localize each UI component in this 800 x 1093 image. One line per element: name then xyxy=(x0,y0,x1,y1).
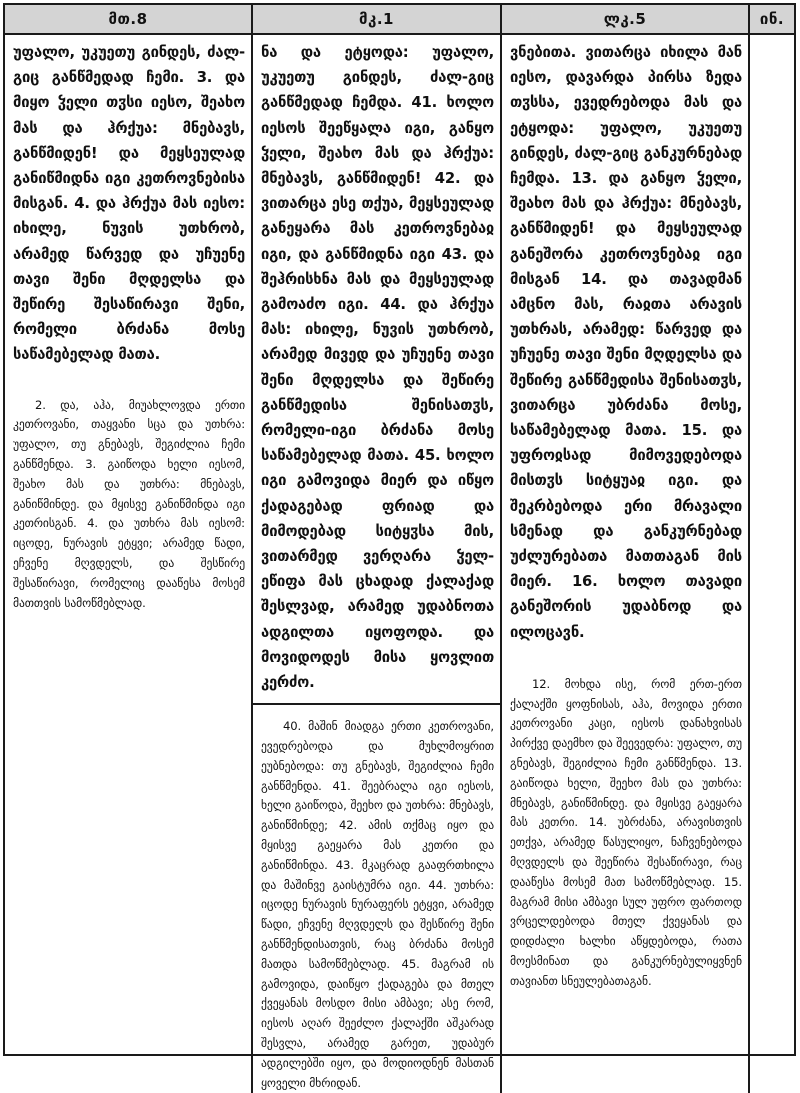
column-john xyxy=(750,35,794,1093)
matthew-old-georgian-text: უფალო, უკუეთუ გინდეს, ძალ-გიც განწმედად ჩემი. 3. და მიყო ჴელი თჳსი იესო, შეახო მას და ჰრქუა: მნებავს, განწმიდენ! და მეყსეულად განიწმიდნა იგი კეთროვნებისა მისგან. 4. და ჰრქუა მას იესო: იხილე, ნუვის უთხრობ, არამედ წარვედ და უჩუენე თავი შენი მღდელსა და შეწირე შესაწირავი შენი, რომელი ბრძანა მოსე საწამებელად მათა. xyxy=(13,44,245,364)
column-header-luke: ლკ.5 xyxy=(502,5,750,35)
gospel-parallel-table xyxy=(3,3,796,1090)
column-header-matthew: მთ.8 xyxy=(5,5,253,35)
matthew-modern-translation: 2. და, აჰა, მიუახლოვდა ერთი კეთროვანი, თაყვანი სცა და უთხრა: უფალო, თუ გნებავს, შეგიძლია ჩემი განწმენდა. 3. გაიწოდა ხელი იესომ, შეახო მას და უთხრა: მნებავს, განიწმინდე. და მყისვე განიწმინდა იგი კეთრისგან. 4. და უთხრა მას იესომ: იცოდე, ნურავის ეტყვი; არამედ წადი, ეჩვენე მღვდელს, და შესწირე შესაწირავი, რომელიც დააწესა მოსემ მათთვის სამოწმებლად. xyxy=(13,397,245,610)
column-luke xyxy=(502,35,750,1093)
mark-old-georgian-text: ნა და ეტყოდა: უფალო, უკუეთუ გინდეს, ძალ-გიც განწმედად ჩემდა. 41. ხოლო იესოს შეეწყალა იგი, განყო ჴელი, შეახო მას და ჰრქუა: მნებავს, განწმიდენ! 42. და ვითარცა ესე თქუა, მეყსეულად განეყარა მას კეთროვნებაჲ იგი, და განწმიდნა იგი 43. და შეჰრისხნა მას და მეყსეულად გამოაძო იგი. 44. და ჰრქუა მას: იხილე, ნუვის უთხრობ, არამედ მივედ და უჩუენე თავი შენი მღდელსა და შეწირე განწმედისა შენისათჳს, რომელი-იგი ბრძანა მოსე საწამებელად მათა. 45. ხოლო იგი გამოვიდა მიერ და იწყო ქადაგებად ფრიად და მიმოდებად სიტყჳსა მის, ვითარმედ ვერღარა ჴელ-ეწიფა მას ცხადად ქალაქად შესლვად, არამედ უდაბნოთა ადგილთა იყოფოდა. და მოვიდოდეს მისა ყოვლით კერძო. xyxy=(261,44,494,692)
mark-section-divider xyxy=(253,703,500,705)
luke-old-georgian-text: ვნებითა. ვითარცა იხილა მან იესო, დავარდა პირსა ზედა თჳსსა, ევედრებოდა მას და ეტყოდა: უფალო, უკუეთუ გინდეს, ძალ-გიც განკურნებად ჩემდა. 13. და განყო ჴელი, შეახო მას და ჰრქუა: მნებავს, განწმიდენ! და მეყსეულად განეშორა კეთროვნებაჲ იგი მისგან 14. და თავადმან ამცნო მას, რაჲთა არავის უთხრას, არამედ: წარვედ და უჩუენე თავი შენი მღდელსა და შეწირე განწმედისა შენისათჳს, ვითარცა უბრძანა მოსე, საწამებელად მათა. 15. და უფროჲსად მიმოვედებოდა მისთჳს სიტყუაჲ იგი. და შეკრბებოდა ერი მრავალი სმენად და განკურნებად უძლურებათა მათთაგან მის მიერ. 16. ხოლო თავადი განეშორის უდაბნოდ და ილოცავნ. xyxy=(510,44,742,641)
column-header-john: ინ. xyxy=(750,5,794,35)
column-header-mark: მკ.1 xyxy=(253,5,502,35)
column-matthew xyxy=(5,35,253,1093)
mark-modern-translation: 40. მაშინ მიადგა ერთი კეთროვანი, ევედრებოდა და მუხლმოყრით ეუბნებოდა: თუ გნებავს, შეგიძლია ჩემი განწმენდა. 41. შეებრალა იგი იესოს, ხელი გაიწოდა, შეეხო და უთხრა: მნებავს, განიწმინდე; 42. ამის თქმაც იყო და მყისვე გაეყარა მას კეთრი და განიწმინდა. 43. მკაცრად გააფრთხილა და მაშინვე გაისტუმრა იგი. 44. უთხრა: იცოდე ნურავის ნურაფერს ეტყვი, არამედ წადი, ეჩვენე მღვდელს და შესწირე შენი განწმენდისათვის, რაც ბრძანა მოსემ მათდა სამოწმებლად. 45. მაგრამ ის გამოვიდა, დაიწყო ქადაგება და მთელ ქვეყანას მოსდო მისი ამბავი; ასე რომ, იესოს აღარ შეეძლო ქალაქში აშკარად შესვლა, არამედ გარეთ, უდაბურ ადგილებში იყო, და მოდიოდნენ მასთან ყოველი მხრიდან. xyxy=(261,719,494,1090)
column-mark xyxy=(253,35,502,1093)
luke-modern-translation: 12. მოხდა ისე, რომ ერთ-ერთ ქალაქში ყოფნისას, აჰა, მოვიდა ერთი კეთროვანი კაცი, იესოს დანახვისას პირქვე დაემხო და შეევედრა: უფალო, თუ გნებავს, შეგიძლია ჩემი განწმენდა. 13. გაიწოდა ხელი, შეეხო მას და უთხრა: მნებავს, განიწმინდე. და მყისვე გაეყარა მას კეთრი. 14. უბრძანა, არავისთვის ეთქვა, არამედ წასულიყო, ნაჩვენებოდა მღვდელს და შეეწირა შესაწირავი, რაც დააწესა მოსემ მათ სამოწმებლად. 15. მაგრამ მისი ამბავი სულ უფრო ფართოდ ვრცელდებოდა მთელ ქვეყანას და დიდძალი ხალხი აწყდებოდა, რათა მოესმინათ და განკურნებულიყვნენ თავიანთ სნეულებათაგან. xyxy=(510,676,742,988)
